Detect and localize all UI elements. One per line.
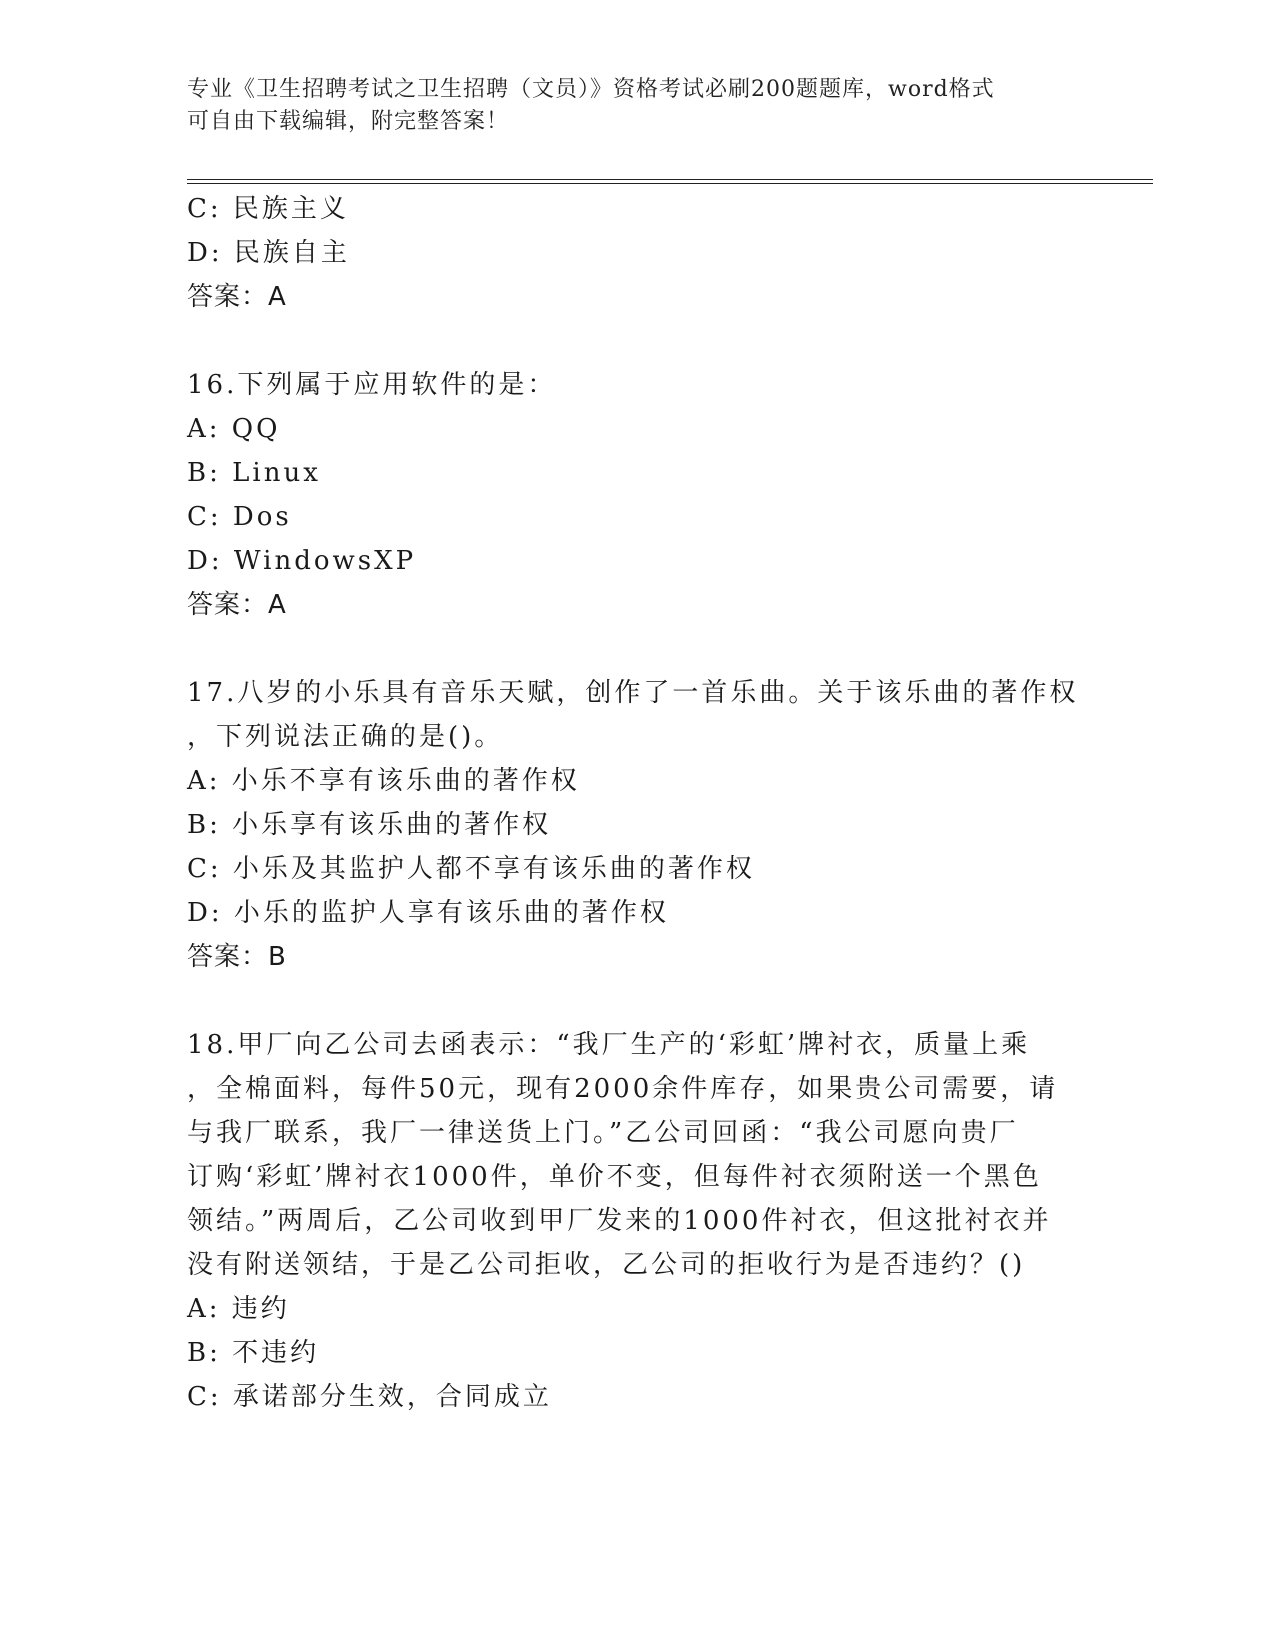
q15-option-d: D: 民族自主 <box>187 238 350 268</box>
document-header <box>187 74 1067 138</box>
q18-stem-line-3: 与我厂联系，我厂一律送货上门。”乙公司回函：“我公司愿向贵厂 <box>187 1118 1019 1148</box>
q18-option-a: A: 违约 <box>187 1294 290 1324</box>
q18-stem-line-2: ，全棉面料，每件50元，现有2000余件库存，如果贵公司需要，请 <box>187 1074 1059 1104</box>
q18-option-c: C: 承诺部分生效，合同成立 <box>187 1382 552 1412</box>
q17-answer: 答案：B <box>187 942 287 972</box>
header-divider-bottom <box>187 183 1153 184</box>
q17-option-d: D: 小乐的监护人享有该乐曲的著作权 <box>187 898 669 928</box>
q16-option-b: B: Linux <box>187 458 321 488</box>
header-line-2: 可自由下载编辑，附完整答案！ <box>187 109 510 134</box>
q17-stem-line-2: ，下列说法正确的是()。 <box>187 722 504 752</box>
q15-option-c: C: 民族主义 <box>187 194 349 224</box>
q16-stem: 16.下列属于应用软件的是： <box>187 370 557 400</box>
header-line-1: 专业《卫生招聘考试之卫生招聘（文员）》资格考试必刷200题题库，word格式 <box>187 77 995 102</box>
q16-answer: 答案：A <box>187 590 287 620</box>
q17-stem-line-1: 17.八岁的小乐具有音乐天赋，创作了一首乐曲。关于该乐曲的著作权 <box>187 678 1079 708</box>
q17-option-b: B: 小乐享有该乐曲的著作权 <box>187 810 552 840</box>
q18-stem-line-6: 没有附送领结，于是乙公司拒收，乙公司的拒收行为是否违约？() <box>187 1250 1026 1280</box>
q17-option-a: A: 小乐不享有该乐曲的著作权 <box>187 766 580 796</box>
q18-stem-line-5: 领结。”两周后，乙公司收到甲厂发来的1000件衬衣，但这批衬衣并 <box>187 1206 1052 1236</box>
q18-stem-line-1: 18.甲厂向乙公司去函表示：“我厂生产的‘彩虹’牌衬衣，质量上乘 <box>187 1030 1031 1060</box>
q17-option-c: C: 小乐及其监护人都不享有该乐曲的著作权 <box>187 854 755 884</box>
header-divider-top <box>187 179 1153 180</box>
q18-stem-line-4: 订购‘彩虹’牌衬衣1000件，单价不变，但每件衬衣须附送一个黑色 <box>187 1162 1042 1192</box>
q16-option-a: A: QQ <box>187 414 281 444</box>
q16-option-d: D: WindowsXP <box>187 546 417 576</box>
q18-option-b: B: 不违约 <box>187 1338 320 1368</box>
q15-answer: 答案：A <box>187 282 287 312</box>
q16-option-c: C: Dos <box>187 502 292 532</box>
